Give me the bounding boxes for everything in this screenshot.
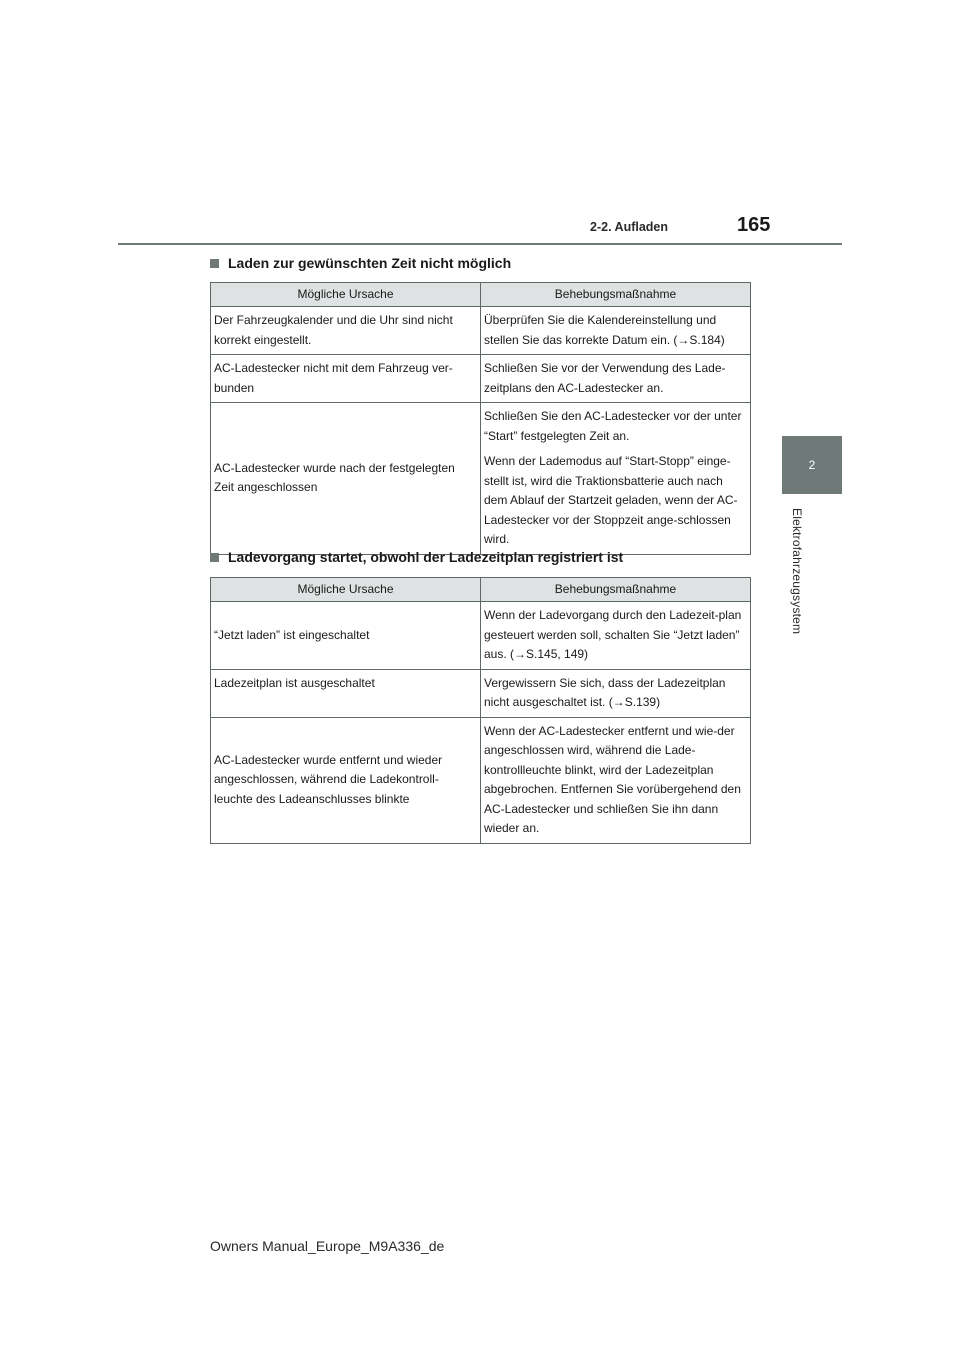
header-divider xyxy=(118,243,842,245)
chapter-tab xyxy=(782,436,842,494)
table-row xyxy=(211,355,751,403)
section-heading-text: Laden zur gewünschten Zeit nicht möglich xyxy=(228,255,512,271)
cause-cell: “Jetzt laden” ist eingeschaltet xyxy=(211,602,481,670)
remedy-cell xyxy=(481,355,751,403)
column-header-cause: Mögliche Ursache xyxy=(211,283,481,307)
column-header-remedy: Behebungsmaßnahme xyxy=(481,578,751,602)
remedy-cell xyxy=(481,602,751,670)
square-bullet-icon xyxy=(210,553,219,562)
section-heading xyxy=(210,549,623,565)
table-header-row xyxy=(211,578,751,602)
remedy-text: Wenn der Ladevorgang durch den Ladezeit-plan gesteuert werden soll, schalten Sie “Jetzt laden” aus. (→S.145, 149) xyxy=(484,608,742,661)
troubleshooting-table xyxy=(210,577,751,844)
remedy-text: Schließen Sie den AC-Ladestecker vor der unter “Start” festgelegten Zeit an. xyxy=(484,409,742,443)
square-bullet-icon xyxy=(210,259,219,268)
column-header-remedy: Behebungsmaßnahme xyxy=(481,283,751,307)
remedy-text: Wenn der AC-Ladestecker entfernt und wie-der angeschlossen wird, während die Lade-kontrollleuchte blinkt, wird der Ladezeitplan abgebrochen. Entfernen Sie vorübergehend den AC-Ladestecker und schließen Sie ihn dann wieder an. xyxy=(484,723,741,835)
cause-cell: AC-Ladestecker wurde nach der festgelegten Zeit angeschlossen xyxy=(211,403,481,555)
cause-cell: AC-Ladestecker nicht mit dem Fahrzeug ver-bunden xyxy=(211,355,481,403)
chapter-label: Elektrofahrzeugsystem xyxy=(790,508,804,635)
table-header-row xyxy=(211,283,751,307)
section-heading xyxy=(210,255,511,271)
table-row xyxy=(211,669,751,717)
table-row xyxy=(211,602,751,670)
cause-cell: Ladezeitplan ist ausgeschaltet xyxy=(211,669,481,717)
table-row xyxy=(211,717,751,843)
table-row xyxy=(211,403,751,555)
remedy-text: Überprüfen Sie die Kalendereinstellung und stellen Sie das korrekte Datum ein. (→S.184) xyxy=(484,313,725,347)
remedy-text: Vergewissern Sie sich, dass der Ladezeitplan nicht ausgeschaltet ist. (→S.139) xyxy=(484,675,726,709)
table-row xyxy=(211,307,751,355)
section-heading-text: Ladevorgang startet, obwohl der Ladezeitplan registriert ist xyxy=(228,549,624,565)
remedy-cell xyxy=(481,717,751,843)
chapter-number: 2 xyxy=(808,458,816,472)
troubleshooting-table xyxy=(210,282,751,555)
column-header-cause: Mögliche Ursache xyxy=(211,578,481,602)
remedy-text: Schließen Sie vor der Verwendung des Lade-zeitplans den AC-Ladestecker an. xyxy=(484,361,726,395)
page-number: 165 xyxy=(737,214,771,236)
cause-cell: Der Fahrzeugkalender und die Uhr sind nicht korrekt eingestellt. xyxy=(211,307,481,355)
remedy-text: Wenn der Lademodus auf “Start-Stopp” einge-stellt ist, wird die Traktionsbatterie auch nach dem Ablauf der Startzeit geladen, wenn der AC-Ladestecker vor der Stoppzeit ange-schlossen wird. xyxy=(484,454,738,546)
cause-cell: AC-Ladestecker wurde entfernt und wieder angeschlossen, während die Ladekontroll-leuchte des Ladeanschlusses blinkte xyxy=(211,717,481,843)
remedy-cell xyxy=(481,307,751,355)
remedy-cell xyxy=(481,403,751,555)
section-title: 2-2. Aufladen xyxy=(590,220,669,234)
remedy-cell xyxy=(481,669,751,717)
document-footer: Owners Manual_Europe_M9A336_de xyxy=(210,1238,445,1254)
